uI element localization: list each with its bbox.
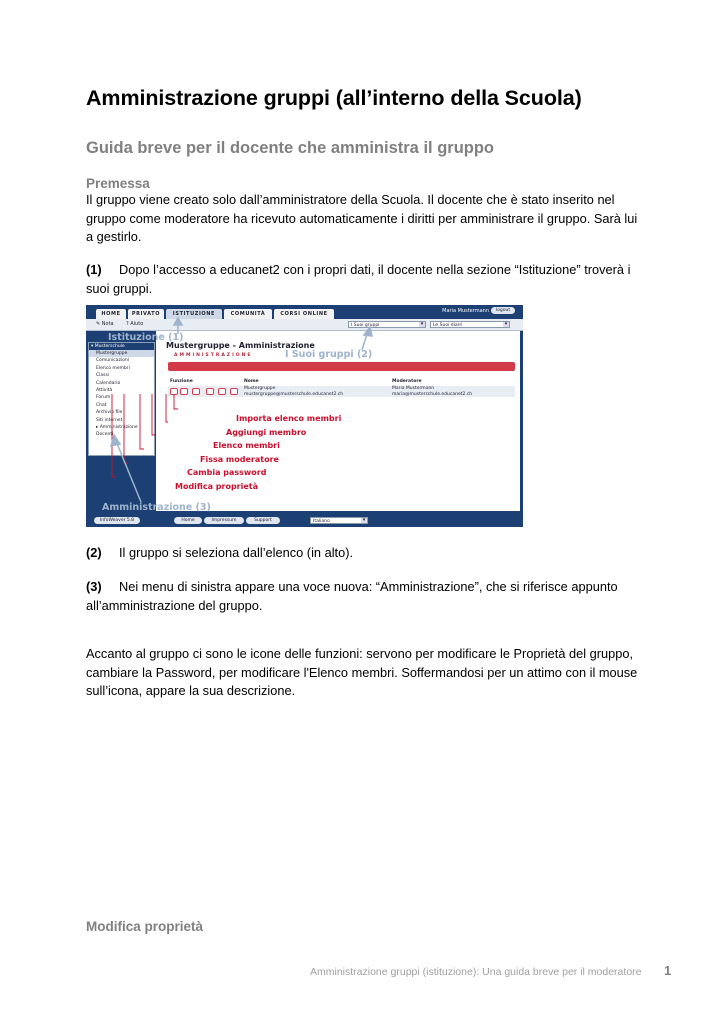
tab-corsi-online[interactable]: CORSI ONLINE <box>274 309 334 319</box>
sidebar-item-siti-internet[interactable]: Siti internet <box>96 417 123 423</box>
help-button[interactable]: ? Aiuto <box>126 321 144 327</box>
step-3-text: Nei menu di sinistra appare una voce nuova: “Amministrazione”, che si riferisce appunto all’amministrazione del gruppo. <box>86 579 618 613</box>
premessa-heading: Premessa <box>86 176 150 191</box>
sidebar-header[interactable]: ▾ Musterschule <box>89 343 154 350</box>
document-subtitle: Guida breve per il docente che amministra il gruppo <box>86 139 495 157</box>
row-moderator-line-1: Maria Mustermann <box>392 386 435 391</box>
annotation-modify-properties: Modifica proprietà <box>175 482 259 491</box>
row-name-line-1: Mustergruppe <box>244 386 276 391</box>
sidebar-item-forum[interactable]: Forum <box>96 395 111 401</box>
row-name-line-2[interactable]: mustergruppe@musterschule.educanet2.ch <box>244 391 344 397</box>
annotation-amministrazione: Amministrazione (3) <box>102 502 211 513</box>
note-label: Nota <box>101 321 114 327</box>
annotation-set-moderator: Fissa moderatore <box>200 455 279 464</box>
annotation-istituzione: Istituzione (1) <box>108 332 184 343</box>
arrowhead-suoi-gruppi <box>364 327 372 336</box>
app-footer <box>86 514 523 527</box>
callout-line-add-member <box>166 394 168 422</box>
sidebar-item-comunicazioni[interactable]: Comunicazioni <box>96 358 129 364</box>
footer-home-button[interactable]: Home <box>174 517 202 524</box>
tab-privato[interactable]: PRIVATO <box>128 309 164 319</box>
note-button[interactable]: ✎ Nota <box>96 321 114 327</box>
annotation-change-password: Cambia password <box>187 468 267 477</box>
document-title: Amministrazione gruppi (all’interno della Scuola) <box>86 86 582 110</box>
group-select[interactable]: I Suoi gruppi ▾ <box>348 321 426 328</box>
sidebar-item-chat[interactable]: Chat <box>96 402 107 408</box>
annotation-add-member: Aggiungi membro <box>226 428 307 437</box>
callout-line-member-list <box>152 394 156 435</box>
premessa-text: Il gruppo viene creato solo dall’amministratore della Scuola. Il docente che è stato inserito nel gruppo come moderatore ha ricevuto automaticamente i diritti per amministrare il gruppo. Sarà lui a gestirlo. <box>86 192 638 244</box>
callout-line-import <box>174 394 178 409</box>
step-2-number: (2) <box>86 545 102 560</box>
footer-support-button[interactable]: Support <box>246 517 280 524</box>
arrowhead-istituzione <box>174 318 182 325</box>
footer-impressum-button[interactable]: Impressum <box>204 517 244 524</box>
col-funzione: Funzione <box>170 379 193 384</box>
tab-home[interactable]: HOME <box>96 309 126 319</box>
sidebar-item-attivita[interactable]: Attività <box>96 388 113 394</box>
admin-subtitle: AMMINISTRAZIONE <box>174 353 253 358</box>
next-section-heading: Modifica proprietà <box>86 919 204 934</box>
educanet-screenshot <box>86 305 523 527</box>
col-nome: Nome <box>244 379 259 384</box>
sidebar-item-classi[interactable]: Classi <box>96 373 110 379</box>
sidebar-item-docenti[interactable]: Docenti <box>96 432 114 438</box>
help-label: Aiuto <box>130 321 144 327</box>
step-3 <box>86 578 646 615</box>
sidebar-item-calendario[interactable]: Calendario <box>96 380 121 386</box>
callout-line-set-moderator <box>140 394 144 449</box>
col-moderatore: Moderatore <box>392 379 422 384</box>
row-moderator-line-2[interactable]: maria@musterschule.educanet2.ch <box>392 391 473 397</box>
page-number: 1 <box>664 963 672 978</box>
annotation-import-members: Importa elenco membri <box>236 414 342 423</box>
arrow-amministrazione <box>116 441 141 502</box>
tab-comunita[interactable]: COMUNITÀ <box>224 309 272 319</box>
group-admin-title: Mustergruppe - Amministrazione <box>166 341 315 350</box>
step-2-text: Il gruppo si seleziona dall’elenco (in alto). <box>119 545 354 560</box>
logout-button[interactable]: logout <box>491 307 515 314</box>
step-1 <box>86 261 646 298</box>
icons-paragraph: Accanto al gruppo ci sono le icone delle funzioni: servono per modificare le Proprietà del gruppo, cambiare la Password, per modificare l'Elenco membri. Soffermandosi per un attimo con il mouse sull’icona, appare la sua descrizione. <box>86 646 638 698</box>
callout-line-change-password <box>124 394 128 463</box>
step-3-number: (3) <box>86 579 102 594</box>
version-badge[interactable]: InfoWeaver 5.8 <box>94 517 140 524</box>
step-2 <box>86 544 646 563</box>
sidebar-item-amministrazione[interactable]: ▸ Amministrazione <box>96 425 138 431</box>
annotation-suoi-gruppi: I Suoi gruppi (2) <box>285 349 373 360</box>
sidebar-item-archivio-file[interactable]: Archivio file <box>96 410 123 416</box>
tab-istituzione[interactable]: ISTITUZIONE <box>166 309 222 319</box>
sidebar-item-mustergruppe[interactable]: Mustergruppe <box>89 350 154 357</box>
step-1-text: Dopo l’accesso a educanet2 con i propri dati, il docente nella sezione “Istituzione” troverà i suoi gruppi. <box>86 262 631 296</box>
sidebar-item-elenco-membri[interactable]: Elenco membri <box>96 365 130 371</box>
user-name: Maria Mustermann <box>442 308 489 314</box>
language-select[interactable]: Italiano ▾ <box>310 517 368 524</box>
annotation-member-list: Elenco membri <box>213 441 280 450</box>
page-footer-text: Amministrazione gruppi (istituzione): Una guida breve per il moderatore <box>310 966 642 978</box>
red-callout-lines <box>112 394 178 477</box>
step-1-number: (1) <box>86 262 102 277</box>
shortcut-select[interactable]: Le Suoi diarri ▾ <box>430 321 510 328</box>
